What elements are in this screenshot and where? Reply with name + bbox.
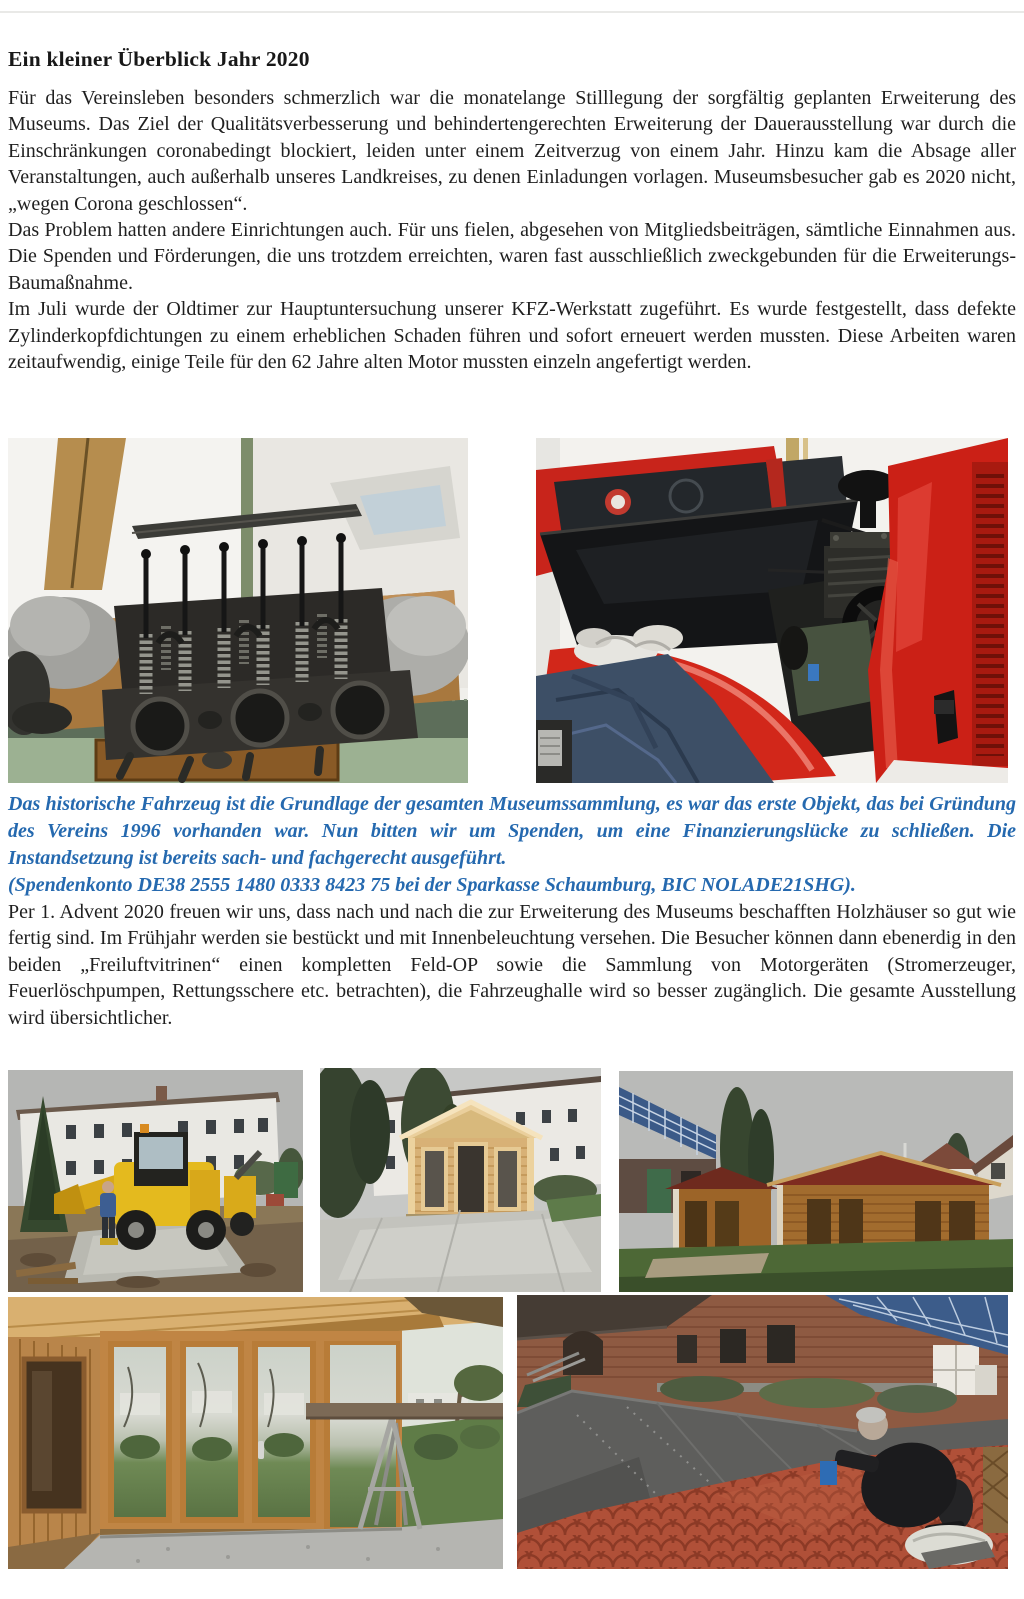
paragraph-oldtimer-repair: Im Juli wurde der Oldtimer zur Hauptuntersuchung unserer KFZ-Werkstatt zugeführt. Es wurde festgestellt, dass defekte Zylinderkopfdichtungen zu einem erheblichen Schaden führen und sofort erneuert werden mussten. Diese Arbeiten waren zeitaufwendig, einige Teile für den 62 Jahre alten Motor mussten einzeln angefertigt werden.	[8, 298, 1016, 374]
photo-construction-wheel-loader	[8, 1070, 303, 1292]
engine-photo-illustration	[8, 438, 468, 783]
upper-text-block	[8, 47, 1016, 375]
donation-account-line: (Spendenkonto DE38 2555 1480 0333 8423 75 bei der Sparkasse Schaumburg, BIC NOLADE21SHG).	[8, 874, 856, 896]
photo-wooden-house-light	[320, 1068, 601, 1292]
lower-text-block	[8, 791, 1016, 1031]
photo-roofing-work	[517, 1295, 1008, 1569]
light-shed-photo-illustration	[320, 1068, 601, 1292]
donation-note-text: Das historische Fahrzeug ist die Grundlage der gesamten Museumssammlung, es war das erste Objekt, das bei Gründung des Vereins 1996 vorhanden war. Nun bitten wir um Spenden, um eine Finanzierungslücke zu schließen. Die Instandsetzung ist bereits sach- und fachgerecht ausgeführt.	[8, 793, 1016, 869]
scan-artifact-line	[0, 11, 1024, 13]
roofing-photo-illustration	[517, 1295, 1008, 1569]
photo-wooden-house-glass-doors	[8, 1297, 503, 1569]
fire-truck-photo-illustration	[536, 438, 1008, 783]
paragraph-museum-closure: Für das Vereinsleben besonders schmerzlich war die monatelange Stilllegung der sorgfältig geplanten Erweiterung des Museums. Das Ziel der Qualitätsverbesserung und behindertengerechten Erweiterung der Dauerausstellung war durch die Einschränkungen coronabedingt blockiert, leiden unter einem Zeitverzug von einem Jahr. Hinzu kam die Absage aller Veranstaltungen, auch außerhalb unseres Landkreises, zu denen Einladungen vorlagen. Museumsbesucher gab es 2020 nicht, „wegen Corona geschlossen“.	[8, 87, 1016, 215]
red-roof-cabins-photo-illustration	[619, 1071, 1013, 1292]
paragraph-advent-update: Per 1. Advent 2020 freuen wir uns, dass nach und nach die zur Erweiterung des Museums beschafften Holzhäuser so gut wie fertig sind. Im Frühjahr werden sie bestückt und mit Innenbeleuchtung versehen. Die Besucher können dann ebenerdig in den beiden „Freiluftvitrinen“ einen kompletten Feld-OP sowie die Sammlung von Motorgeräten (Stromerzeuger, Feuerlöschpumpen, Rettungsschere etc. betrachten), die Fahrzeughalle wird so besser zugänglich. Die gesamte Ausstellung wird übersichtlicher.	[8, 901, 1016, 1029]
loader-photo-illustration	[8, 1070, 303, 1292]
paragraph-income-loss: Das Problem hatten andere Einrichtungen auch. Für uns fielen, abgesehen von Mitgliedsbeiträgen, sämtliche Einnahmen aus. Die Spenden und Förderungen, die uns trotzdem erreichten, waren fast ausschließlich zweckgebunden für die Erweiterungs-Baumaßnahme.	[8, 219, 1016, 294]
page-title: Ein kleiner Überblick Jahr 2020	[8, 47, 310, 71]
photo-fire-truck-open-hood	[536, 438, 1008, 783]
photo-engine-cylinder-head	[8, 438, 468, 783]
glass-doors-photo-illustration	[8, 1297, 503, 1569]
photo-wooden-houses-red-roof	[619, 1071, 1013, 1292]
